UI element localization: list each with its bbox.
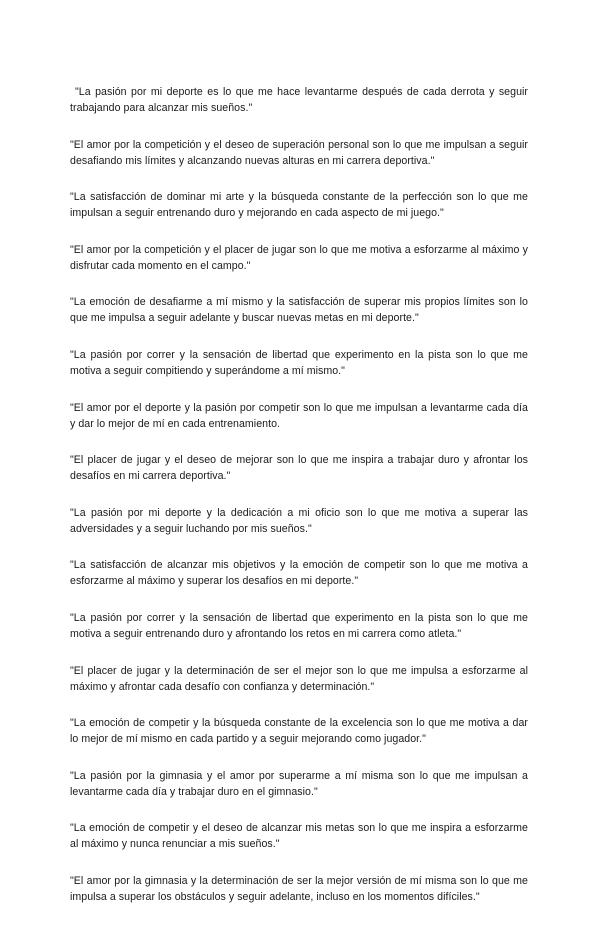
document-page — [70, 84, 528, 926]
quote-paragraph: "La emoción de desafiarme a mí mismo y la satisfacción de superar mis propios límites son lo que me impulsa a seguir adelante y buscar nuevas metas en mi deporte." — [70, 296, 528, 325]
quote-paragraph: "La pasión por mi deporte y la dedicación a mi oficio son lo que me motiva a superar las adversidades y a seguir luchando por mis sueños." — [70, 506, 528, 535]
quote-paragraph: "El amor por la gimnasia y la determinación de ser la mejor versión de mí misma son lo que me impulsa a superar los obstáculos y seguir adelante, incluso en los momentos difíciles." — [70, 874, 528, 903]
quote-paragraph: "El amor por la competición y el deseo de superación personal son lo que me impulsan a seguir desafiando mis límites y alcanzando nuevas alturas en mi carrera deportiva." — [70, 138, 528, 167]
quote-paragraph: "La pasión por la gimnasia y el amor por superarme a mí misma son lo que me impulsan a levantarme cada día y trabajar duro en el gimnasio." — [70, 769, 528, 798]
quote-paragraph: "La pasión por mi deporte es lo que me hace levantarme después de cada derrota y seguir trabajando para alcanzar mis sueños." — [70, 86, 528, 114]
quote-paragraph: "El amor por el deporte y la pasión por competir son lo que me impulsan a levantarme cada día y dar lo mejor de mí en cada entrenamiento. — [70, 401, 528, 430]
quote-paragraph: "La emoción de competir y la búsqueda constante de la excelencia son lo que me motiva a dar lo mejor de mí mismo en cada partido y a seguir mejorando como jugador." — [70, 717, 528, 746]
quote-paragraph: "La pasión por correr y la sensación de libertad que experimento en la pista son lo que me motiva a seguir entrenando duro y afrontando los retos en mi carrera como atleta." — [70, 611, 528, 640]
quote-paragraph: "La emoción de competir y el deseo de alcanzar mis metas son lo que me inspira a esforzarme al máximo y nunca renunciar a mis sueños." — [70, 822, 528, 851]
quote-paragraph: "El placer de jugar y el deseo de mejorar son lo que me inspira a trabajar duro y afrontar los desafíos en mi carrera deportiva." — [70, 454, 528, 483]
quote-paragraph: "La satisfacción de alcanzar mis objetivos y la emoción de competir son lo que me motiva a esforzarme al máximo y superar los desafíos en mi deporte." — [70, 559, 528, 588]
quote-paragraph: "El placer de jugar y la determinación de ser el mejor son lo que me impulsa a esforzarme al máximo y afrontar cada desafío con confianza y determinación." — [70, 664, 528, 693]
quote-paragraph: "El amor por la competición y el placer de jugar son lo que me motiva a esforzarme al máximo y disfrutar cada momento en el campo." — [70, 243, 528, 272]
quote-paragraph: "La satisfacción de dominar mi arte y la búsqueda constante de la perfección son lo que me impulsan a seguir entrenando duro y mejorando en cada aspecto de mi juego." — [70, 191, 528, 220]
quote-paragraph: "La pasión por correr y la sensación de libertad que experimento en la pista son lo que me motiva a seguir compitiendo y superándome a mí mismo." — [70, 348, 528, 377]
